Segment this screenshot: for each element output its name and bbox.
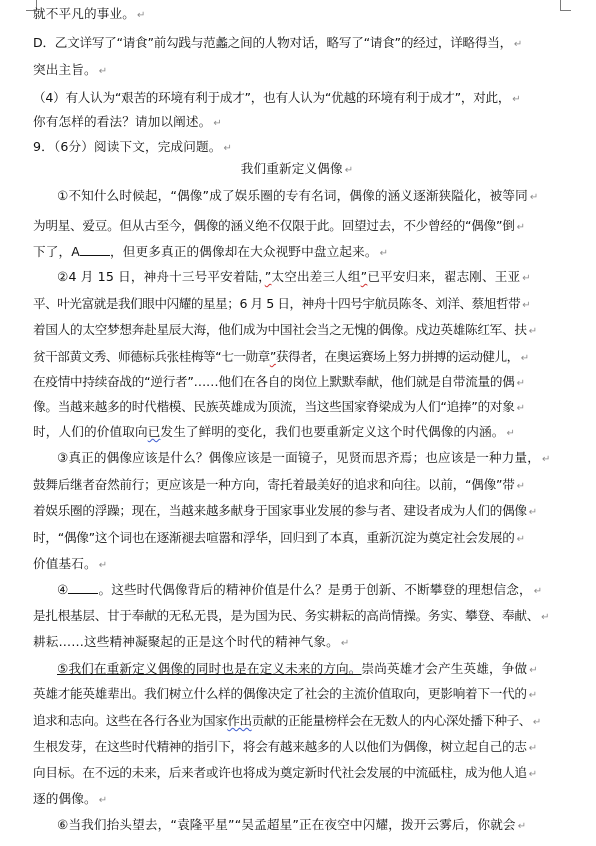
text-line bbox=[33, 529, 561, 546]
text-segment: 。这些时代偶像背后的精神价值是什么？是勇于创新、不断攀登的理想信念， bbox=[98, 582, 532, 597]
text-segment: 获得者，在奥运赛场上努力拼搏的运动健儿， bbox=[275, 349, 519, 364]
text-line bbox=[33, 89, 561, 106]
text-segment: 在疫情中持续奋战的“逆行者”……他们在各自的岗位上默默奉献，他们就是自带流量的偶 bbox=[33, 374, 515, 389]
text-segment: 发生了鲜明的变化，我们也要重新定义这个时代偶像的内涵。 bbox=[160, 424, 505, 439]
paragraph-mark: ↵ bbox=[517, 821, 527, 832]
paragraph-mark: ↵ bbox=[528, 690, 537, 701]
text-line bbox=[33, 268, 585, 285]
text-segment: ” bbox=[269, 349, 276, 364]
paragraph-mark: ↵ bbox=[213, 118, 222, 129]
text-line bbox=[33, 476, 561, 493]
text-line bbox=[33, 321, 561, 338]
text-line bbox=[33, 138, 561, 155]
text-segment: 崇尚英雄才会产生英雄，争做 bbox=[361, 661, 528, 676]
text-line bbox=[33, 790, 561, 807]
paragraph-mark: ↵ bbox=[516, 534, 525, 545]
text-line bbox=[33, 398, 561, 415]
paragraph-mark: ↵ bbox=[516, 378, 525, 389]
text-segment: 时，“偶像”这个词也在逐渐褪去喧嚣和浮华，回归到了本真，重新沉淀为奠定社会发展的 bbox=[33, 530, 515, 545]
paragraph-mark: ↵ bbox=[528, 507, 537, 518]
paragraph-mark: ↵ bbox=[529, 665, 538, 676]
text-segment: 时，人们的价值取向 bbox=[33, 424, 148, 439]
text-line bbox=[33, 187, 585, 204]
text-line bbox=[33, 738, 561, 755]
text-line bbox=[33, 685, 561, 702]
text-line bbox=[33, 816, 585, 833]
text-segment: 贫干部黄文秀、师德标兵张桂梅等“七一勋章 bbox=[33, 349, 270, 364]
text-segment: 太空出差三人组 bbox=[271, 269, 361, 284]
paragraph-mark: ↵ bbox=[98, 795, 108, 806]
text-line bbox=[33, 502, 561, 519]
paragraph-mark: ↵ bbox=[513, 39, 523, 50]
text-line bbox=[33, 712, 561, 729]
text-line bbox=[33, 633, 561, 650]
text-segment: 我们重新定义偶像 bbox=[240, 161, 343, 176]
text-segment: （4）有人认为“艰苦的环境有利于成才”，也有人认为“优越的环境有利于成才”，对此， bbox=[33, 90, 511, 105]
paragraph-mark: ↵ bbox=[98, 560, 108, 571]
paragraph-mark: ↵ bbox=[529, 192, 539, 203]
paragraph-mark: ↵ bbox=[522, 273, 531, 284]
text-segment: 像。当越来越多的时代楷模、民族英雄成为顶流，当这些国家脊梁成为人们“追捧”的对象 bbox=[33, 399, 515, 414]
paragraph-mark: ↵ bbox=[512, 94, 521, 105]
text-line bbox=[33, 348, 561, 365]
paragraph-mark: ↵ bbox=[340, 638, 350, 649]
text-segment: 是扎根基层、甘于奉献的无私无畏，是为国为民、务实耕耘的高尚情操。务实、攀登、奉献、 bbox=[33, 608, 540, 623]
paragraph-mark: ↵ bbox=[528, 326, 537, 337]
text-line bbox=[33, 61, 561, 78]
text-segment: 着国人的太空梦想奔赴星辰大海，他们成为中国社会当之无愧的偶像。戍边英雄陈红军、扶 bbox=[33, 322, 527, 337]
text-segment: 英雄才能英雄辈出。我们树立什么样的偶像决定了社会的主流价值取向，更影响着下一代的 bbox=[33, 686, 527, 701]
text-segment: 突出主旨。 bbox=[33, 62, 97, 77]
text-line bbox=[33, 113, 561, 130]
text-line bbox=[33, 243, 561, 260]
text-line bbox=[33, 449, 585, 466]
text-segment: 平、叶光富就是我们眼中闪耀的星星；6 月 5 日，神舟十四号宇航员陈冬、刘洋、蔡旭哲带 bbox=[33, 296, 521, 311]
paragraph-mark: ↵ bbox=[516, 222, 525, 233]
text-segment: 着娱乐圈的浮躁；现在，当越来越多献身于国家事业发展的参与者、建设者成为人们的偶像 bbox=[33, 503, 527, 518]
text-segment: ①不知什么时候起，“偶像”成了娱乐圈的专有名词，偶像的涵义逐渐狭隘化，被等同 bbox=[57, 188, 528, 203]
text-line bbox=[33, 5, 561, 22]
text-segment: 贡献的正能量榜样会在无数人的内心深处播下种子、 bbox=[251, 713, 531, 728]
paragraph-mark: ↵ bbox=[528, 743, 537, 754]
paragraph-mark: ↵ bbox=[516, 481, 525, 492]
text-segment: 价值基石。 bbox=[33, 556, 97, 571]
text-line bbox=[33, 555, 561, 572]
text-line bbox=[33, 660, 585, 677]
paragraph-mark: ↵ bbox=[344, 165, 354, 176]
answer-blank bbox=[80, 243, 110, 256]
text-line bbox=[33, 295, 561, 312]
text-segment: ②4 月 15 日，神舟十三号平安着陆， bbox=[57, 269, 265, 284]
text-segment: ⑥当我们抬头望去，“袁隆平星”“吴孟超星”正在夜空中闪耀，拨开云雾后，你就会 bbox=[57, 817, 516, 832]
paragraph-mark: ↵ bbox=[136, 10, 146, 21]
text-segment: 耕耘……这些精神凝聚起的正是这个时代的精神气象。 bbox=[33, 634, 339, 649]
text-segment: ” bbox=[264, 269, 272, 284]
text-segment: 向目标。在不远的未来，后来者或许也将成为奠定新时代社会发展的中流砥柱，成为他人追 bbox=[33, 765, 527, 780]
margin-corner-mark-right bbox=[560, 0, 571, 11]
text-segment: 逐的偶像。 bbox=[33, 791, 97, 806]
text-segment: 鼓舞后继者奋然前行；更应该是一种方向，寄托着最美好的追求和向往。以前，“偶像”带 bbox=[33, 477, 515, 492]
text-line bbox=[33, 217, 561, 234]
paragraph-mark: ↵ bbox=[223, 143, 232, 154]
text-line bbox=[33, 423, 561, 440]
paragraph-mark: ↵ bbox=[98, 66, 108, 77]
paragraph-mark: ↵ bbox=[506, 428, 516, 439]
paragraph-mark: ↵ bbox=[533, 586, 543, 597]
text-segment: D．乙文详写了“请食”前勾践与范蠡之间的人物对话，略写了“请食”的经过，详略得当， bbox=[33, 35, 512, 50]
text-segment: ⑤我们在重新定义偶像的同时也是在定义未来的方向。 bbox=[57, 661, 362, 676]
text-segment: 你有怎样的看法？请加以阐述。 bbox=[33, 114, 212, 129]
paragraph-mark: ↵ bbox=[532, 717, 541, 728]
paragraph-mark: ↵ bbox=[541, 454, 551, 465]
text-line bbox=[33, 160, 561, 177]
text-segment: 已 bbox=[147, 424, 161, 439]
text-segment: 9．（6分）阅读下文，完成问题。 bbox=[33, 139, 222, 154]
text-segment: 下了，A bbox=[33, 244, 80, 259]
text-segment: 生根发芽，在这些时代精神的指引下，将会有越来越多的人以他们为偶像，树立起自己的志 bbox=[33, 739, 527, 754]
text-segment: 为明星、爱豆。但从古至今，偶像的涵义绝不仅限于此。回望过去，不少曾经的“偶像”倒 bbox=[33, 218, 515, 233]
text-segment: 已平安归来，翟志刚、王亚 bbox=[367, 269, 521, 284]
text-line bbox=[33, 373, 561, 390]
text-segment: 作出 bbox=[227, 713, 252, 728]
text-line bbox=[33, 607, 561, 624]
paragraph-mark: ↵ bbox=[520, 353, 529, 364]
text-line bbox=[33, 581, 585, 598]
text-line bbox=[33, 34, 561, 51]
paragraph-mark: ↵ bbox=[379, 248, 389, 259]
paragraph-mark: ↵ bbox=[516, 403, 525, 414]
paragraph-mark: ↵ bbox=[541, 612, 550, 623]
text-segment: ③真正的偶像应该是什么？偶像应该是一面镜子，见贤而思齐焉；也应该是一种力量， bbox=[57, 450, 540, 465]
paragraph-mark: ↵ bbox=[528, 769, 537, 780]
text-segment: ④ bbox=[57, 582, 69, 597]
text-segment: 就不平凡的事业。 bbox=[33, 6, 135, 21]
text-segment: 追求和志向。这些在各行各业为国家 bbox=[33, 713, 228, 728]
answer-blank bbox=[68, 581, 98, 594]
text-line bbox=[33, 764, 561, 781]
text-segment: ” bbox=[360, 269, 368, 284]
text-segment: ，但更多真正的偶像却在大众视野中盘立起来。 bbox=[110, 244, 378, 259]
paragraph-mark: ↵ bbox=[522, 300, 531, 311]
